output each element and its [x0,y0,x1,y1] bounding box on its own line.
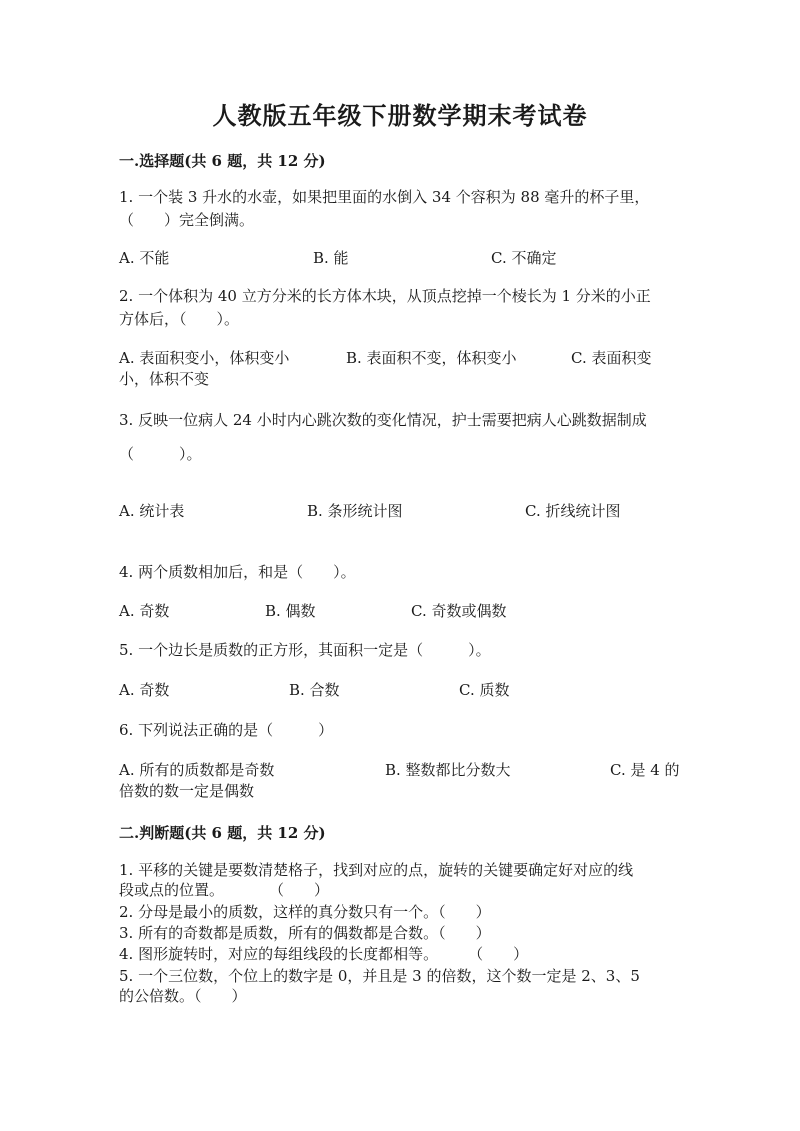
question-1-text-line-2: （ ）完全倒满。 [119,211,255,229]
question-3-option-a: A. 统计表 [119,502,185,520]
question-6-option-a: A. 所有的质数都是奇数 [119,761,275,779]
question-2-text-line-1: 2. 一个体积为 40 立方分米的长方体木块，从顶点挖掉一个棱长为 1 分米的小正 [119,287,651,305]
question-6-option-c-line-2: 倍数的数一定是偶数 [119,782,255,800]
statement-1-line-2: 段或点的位置。 （ ） [119,881,330,899]
section-heading-multiple-choice: 一.选择题(共 6 题，共 12 分) [119,152,326,170]
question-2-option-b: B. 表面积不变，体积变小 [346,349,517,367]
question-2-option-c-line-1: C. 表面积变 [571,349,652,367]
question-3-option-c: C. 折线统计图 [525,502,621,520]
question-2-option-a: A. 表面积变小，体积变小 [119,349,290,367]
question-5-option-b: B. 合数 [289,681,340,699]
question-1-option-c: C. 不确定 [491,249,557,267]
question-1-option-b: B. 能 [313,249,349,267]
question-4-option-a: A. 奇数 [119,602,170,620]
question-3-text-line-1: 3. 反映一位病人 24 小时内心跳次数的变化情况，护士需要把病人心跳数据制成 [119,411,647,429]
question-4-option-b: B. 偶数 [265,602,316,620]
question-4-option-c: C. 奇数或偶数 [411,602,507,620]
section-heading-true-false: 二.判断题(共 6 题，共 12 分) [119,824,326,842]
question-3-text-line-2: （ ）。 [119,445,202,463]
statement-5-line-1: 5. 一个三位数，个位上的数字是 0，并且是 3 的倍数，这个数一定是 2、3、5 [119,967,640,985]
question-6-text: 6. 下列说法正确的是（ ） [119,721,334,739]
statement-5-line-2: 的公倍数。（ ） [119,987,247,1005]
question-1-text-line-1: 1. 一个装 3 升水的水壶，如果把里面的水倒入 34 个容积为 88 毫升的杯子里， [119,188,650,206]
question-5-text: 5. 一个边长是质数的正方形，其面积一定是（ ）。 [119,641,491,659]
question-3-option-b: B. 条形统计图 [307,502,403,520]
statement-2: 2. 分母是最小的质数，这样的真分数只有一个。（ ） [119,903,491,921]
question-4-text: 4. 两个质数相加后，和是（ ）。 [119,563,356,581]
statement-4: 4. 图形旋转时，对应的每组线段的长度都相等。 （ ） [119,945,529,963]
exam-title: 人教版五年级下册数学期末考试卷 [212,101,588,130]
question-5-option-a: A. 奇数 [119,681,170,699]
question-1-option-a: A. 不能 [119,249,170,267]
statement-1-line-1: 1. 平移的关键是要数清楚格子，找到对应的点，旋转的关键要确定好对应的线 [119,861,634,879]
question-5-option-c: C. 质数 [459,681,510,699]
question-6-option-c-line-1: C. 是 4 的 [610,761,680,779]
question-6-option-b: B. 整数都比分数大 [385,761,511,779]
question-2-option-c-line-2: 小，体积不变 [119,370,210,388]
question-2-text-line-2: 方体后，（ ）。 [119,310,240,328]
statement-3: 3. 所有的奇数都是质数，所有的偶数都是合数。（ ） [119,924,491,942]
